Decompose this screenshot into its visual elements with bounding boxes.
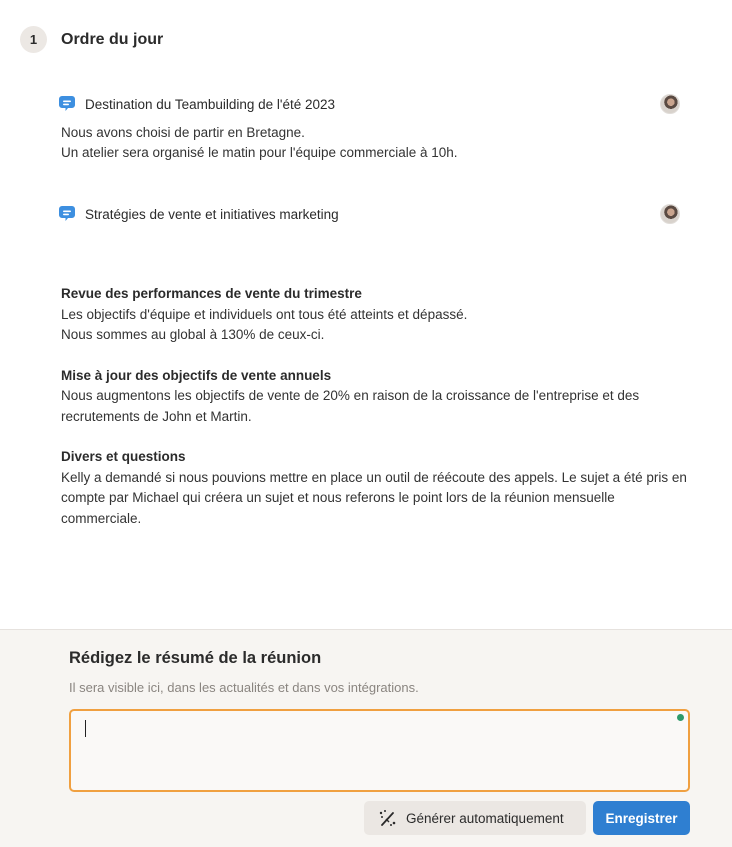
- note-line: Kelly a demandé si nous pouvions mettre en place un outil de réécoute des appels. Le sujet a été pris en compte par Michael qui créera un sujet et nous referons le point lors de la réunion mensuelle commerciale.: [61, 469, 687, 526]
- agenda-topic[interactable]: [58, 94, 680, 163]
- note-line: Nous sommes au global à 130% de ceux-ci.: [61, 327, 325, 342]
- note-line: Nous augmentons les objectifs de vente de 20% en raison de la croissance de l'entreprise et des recrutements de John et Martin.: [61, 388, 640, 424]
- note-block: [61, 284, 691, 346]
- agenda-section-header: [20, 26, 163, 53]
- topic-title: Stratégies de vente et initiatives marketing: [85, 206, 339, 222]
- summary-title: Rédigez le résumé de la réunion: [69, 649, 322, 667]
- avatar: [660, 94, 680, 114]
- note-line: Les objectifs d'équipe et individuels ont tous été atteints et dépassé.: [61, 306, 468, 322]
- topic-title: Destination du Teambuilding de l'été 2023: [85, 96, 336, 112]
- generate-label: Générer automatiquement: [406, 810, 564, 826]
- text-caret: [85, 720, 86, 737]
- note-title: Revue des performances de vente du trimestre: [61, 286, 362, 301]
- save-button[interactable]: Enregistrer: [593, 801, 690, 835]
- status-dot: [677, 714, 684, 721]
- topic-line: Un atelier sera organisé le matin pour l'équipe commerciale à 10h.: [61, 145, 458, 160]
- comment-icon: [58, 95, 76, 113]
- note-block: [61, 366, 691, 428]
- magic-wand-icon: [378, 809, 398, 827]
- topic-line: Nous avons choisi de partir en Bretagne.: [61, 125, 305, 140]
- avatar: [660, 204, 680, 224]
- agenda-topic[interactable]: [58, 204, 680, 224]
- summary-input[interactable]: [69, 709, 690, 792]
- summary-panel: [0, 629, 732, 847]
- note-title: Divers et questions: [61, 449, 186, 464]
- comment-icon: [58, 205, 76, 223]
- meeting-notes: [61, 284, 691, 549]
- section-title: Ordre du jour: [61, 30, 164, 48]
- note-title: Mise à jour des objectifs de vente annuels: [61, 367, 332, 383]
- topic-body: [61, 123, 680, 163]
- summary-subtitle: Il sera visible ici, dans les actualités et dans vos intégrations.: [69, 680, 419, 695]
- generate-automatically-button[interactable]: [364, 801, 586, 835]
- step-number-badge: 1: [20, 26, 47, 53]
- note-block: [61, 447, 691, 529]
